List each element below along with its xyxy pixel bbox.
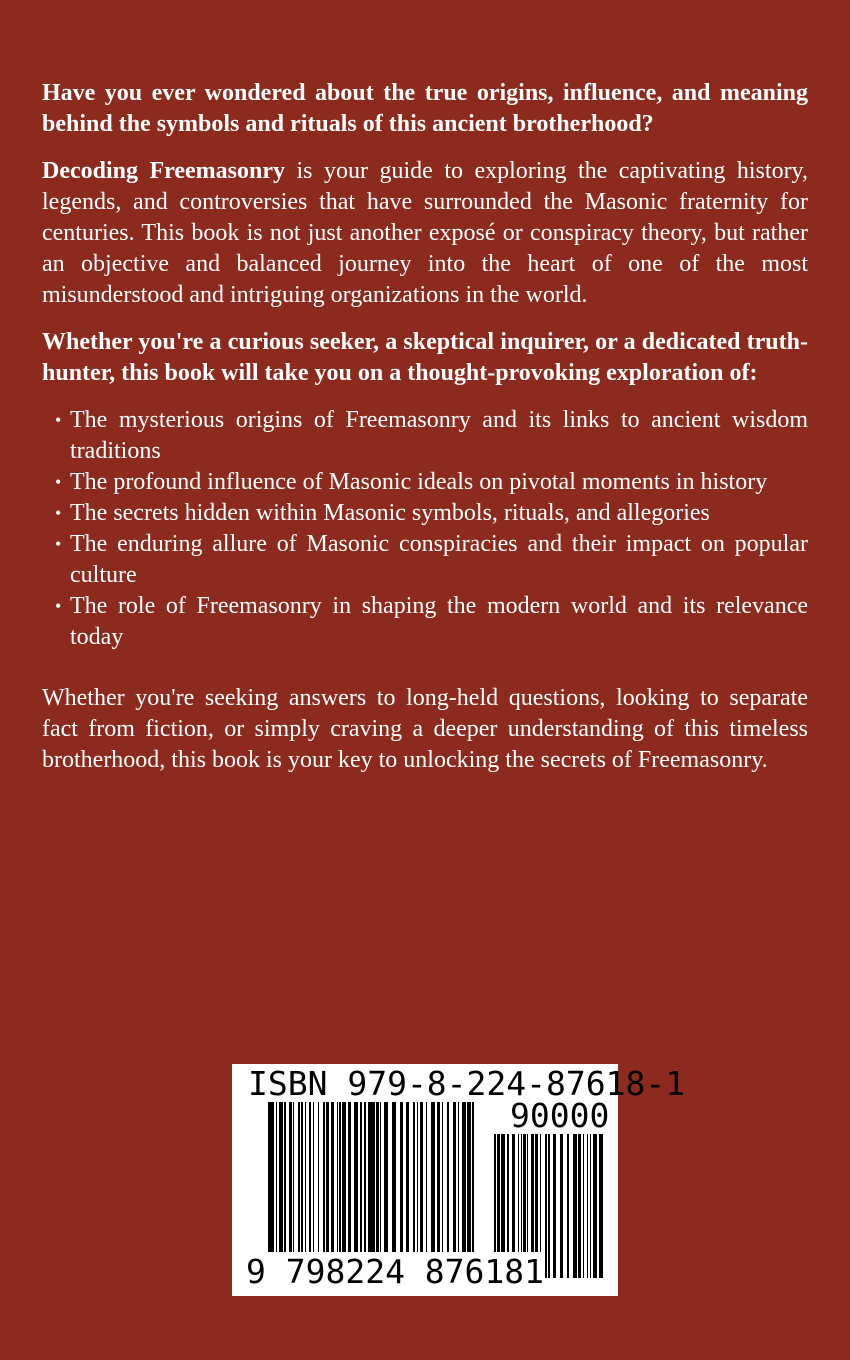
blurb-text-block bbox=[42, 78, 808, 776]
isbn-barcode bbox=[232, 1064, 686, 1296]
list-item: • The profound influence of Masonic ideals on pivotal moments in history bbox=[42, 467, 808, 498]
barcode-bar bbox=[313, 1102, 314, 1264]
barcode-bar bbox=[567, 1134, 569, 1278]
description-text: is your guide to exploring the captivating history, legends, and controversies that have surrounded the Masonic fraternity for centuries. This book is not just another exposé or conspiracy theory, but rather an objective and balanced journey into the heart of one of the most misunderstood and intriguing organizations in the world. bbox=[42, 158, 809, 308]
barcode-bar bbox=[279, 1102, 283, 1264]
barcode-bar bbox=[276, 1102, 277, 1264]
barcode-bar bbox=[284, 1102, 286, 1264]
book-title: Decoding Freemasonry bbox=[42, 158, 286, 184]
barcode-bar bbox=[590, 1134, 591, 1278]
bullet-icon: • bbox=[55, 596, 62, 616]
topics-list bbox=[42, 405, 808, 653]
barcode-bar bbox=[573, 1134, 577, 1278]
list-item: • The secrets hidden within Masonic symbols, rituals, and allegories bbox=[42, 498, 808, 529]
barcode-bar bbox=[318, 1102, 319, 1264]
bullet-icon: • bbox=[55, 472, 62, 492]
barcode-bar bbox=[420, 1102, 423, 1264]
isbn-label: ISBN 979-8-224-87618-1 bbox=[248, 1064, 686, 1103]
barcode-bar bbox=[417, 1102, 418, 1264]
barcode-bar bbox=[560, 1134, 563, 1278]
barcode-bar bbox=[413, 1102, 415, 1264]
barcode-bar bbox=[384, 1102, 388, 1264]
bullet-icon: • bbox=[55, 503, 62, 523]
lead-in-text: Whether you're a curious seeker, a skeptical inquirer, or a dedicated truth-hunter, this book will take you on a thought-provoking exploration of: bbox=[42, 329, 808, 386]
book-description bbox=[42, 156, 808, 311]
barcode-digits: 9 798224 876181 bbox=[246, 1252, 545, 1291]
barcode-bar bbox=[453, 1102, 456, 1264]
barcode-bar bbox=[348, 1102, 351, 1264]
barcode-bar bbox=[326, 1102, 329, 1264]
barcode-bar bbox=[442, 1102, 443, 1264]
barcode-bar bbox=[331, 1102, 334, 1264]
barcode-bar bbox=[545, 1134, 547, 1278]
barcode-bar bbox=[380, 1102, 381, 1264]
bullet-icon: • bbox=[55, 534, 62, 554]
barcode-bar bbox=[364, 1102, 366, 1264]
intro-question: Have you ever wondered about the true origins, influence, and meaning behind the symbols and rituals of this ancient brotherhood? bbox=[42, 80, 808, 137]
barcode-bar bbox=[298, 1102, 300, 1264]
barcode-bar bbox=[323, 1102, 325, 1264]
barcode-bar bbox=[593, 1134, 597, 1278]
list-item: • The role of Freemasonry in shaping the modern world and its relevance today bbox=[55, 593, 808, 650]
barcode-bar bbox=[587, 1134, 588, 1278]
barcode-bar bbox=[360, 1102, 362, 1264]
barcode-bar bbox=[462, 1102, 466, 1264]
barcode-bar bbox=[305, 1102, 306, 1264]
barcode-bar bbox=[370, 1102, 372, 1264]
barcode-bar bbox=[293, 1102, 294, 1264]
barcode-bar bbox=[400, 1102, 403, 1264]
barcode-bar bbox=[599, 1134, 603, 1278]
barcode-bar bbox=[406, 1102, 409, 1264]
barcode-bar bbox=[301, 1102, 303, 1264]
barcode-bar bbox=[583, 1134, 584, 1278]
barcode-bar bbox=[342, 1102, 346, 1264]
barcode-bar bbox=[339, 1102, 341, 1264]
barcode-bar bbox=[437, 1102, 440, 1264]
barcode-bar bbox=[309, 1102, 311, 1264]
price-addon: 90000 bbox=[510, 1096, 610, 1135]
barcode-bar bbox=[458, 1102, 459, 1264]
closing-paragraph: Whether you're seeking answers to long-held questions, looking to separate fact from fiction, or simply craving a deeper understanding of this timeless brotherhood, this book is your key to unlocking the secrets of Freemasonry. bbox=[42, 685, 808, 773]
list-item: • The mysterious origins of Freemasonry and its links to ancient wisdom traditions bbox=[55, 407, 808, 464]
barcode-bar bbox=[392, 1102, 396, 1264]
barcode-bar bbox=[374, 1102, 375, 1264]
barcode-bar bbox=[426, 1102, 427, 1264]
barcode-bar bbox=[548, 1134, 550, 1278]
barcode-bar bbox=[337, 1102, 338, 1264]
barcode-bar bbox=[553, 1134, 556, 1278]
barcode-bar bbox=[354, 1102, 358, 1264]
barcode-bar bbox=[447, 1102, 449, 1264]
bullet-icon: • bbox=[55, 410, 62, 430]
barcode-bar bbox=[578, 1134, 581, 1278]
barcode-bar bbox=[376, 1102, 379, 1264]
list-item: • The enduring allure of Masonic conspiracies and their impact on popular culture bbox=[55, 531, 808, 588]
barcode-bar bbox=[431, 1102, 435, 1264]
barcode-bar bbox=[289, 1102, 292, 1264]
